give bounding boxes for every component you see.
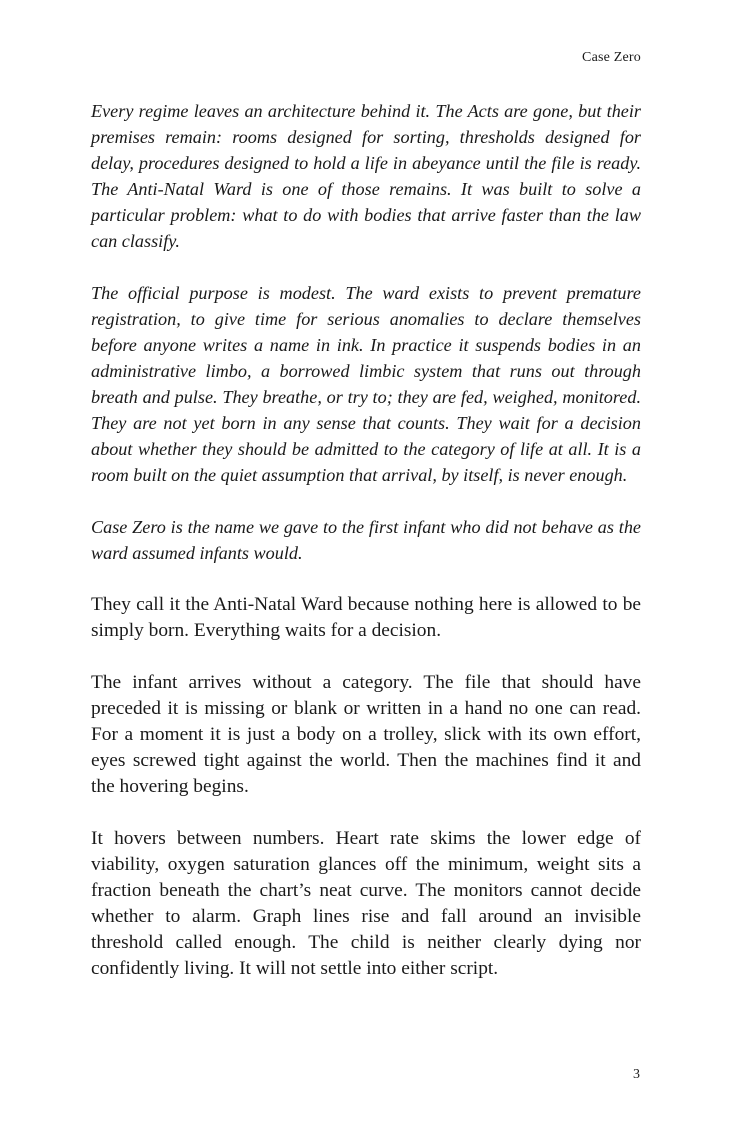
paragraph-4: They call it the Anti-Natal Ward because nothing here is allowed to be simply born. Everything waits for a decision. [91,594,641,641]
paragraph-2: The official purpose is modest. The ward exists to prevent premature registration, to give time for serious anomalies to declare themselves before anyone writes a name in ink. In practice it suspends bodies in an administrative limbo, a borrowed limbic system that runs out through breath and pulse. They breathe, or try to; they are fed, weighed, monitored. They are not yet born in any sense that counts. They wait for a decision about whether they should be admitted to the category of life at all. It is a room built on the quiet assumption that arrival, by itself, is never enough. [91,283,641,485]
paragraph-5: The infant arrives without a category. The file that should have preceded it is missing or blank or written in a hand no one can read. For a moment it is just a body on a trolley, slick with its own effort, eyes screwed tight against the world. Then the machines find it and the hovering begins. [91,672,641,797]
paragraph-1: Every regime leaves an architecture behind it. The Acts are gone, but their premises remain: rooms designed for sorting, thresholds designed for delay, procedures designed to hold a life in abeyance until the file is ready. The Anti-Natal Ward is one of those remains. It was built to solve a particular problem: what to do with bodies that arrive faster than the law can classify. [91,101,641,251]
paragraph-6: It hovers between numbers. Heart rate skims the lower edge of viability, oxygen saturation glances off the minimum, weight sits a fraction beneath the chart’s neat curve. The monitors cannot decide whether to alarm. Graph lines rise and fall around an invisible threshold called enough. The child is neither clearly dying nor confidently living. It will not settle into either script. [91,828,641,979]
body-text [91,98,641,1008]
running-head: Case Zero [582,50,641,65]
page-number: 3 [633,1067,640,1082]
paragraph-3: Case Zero is the name we gave to the first infant who did not behave as the ward assumed infants would. [91,517,641,563]
